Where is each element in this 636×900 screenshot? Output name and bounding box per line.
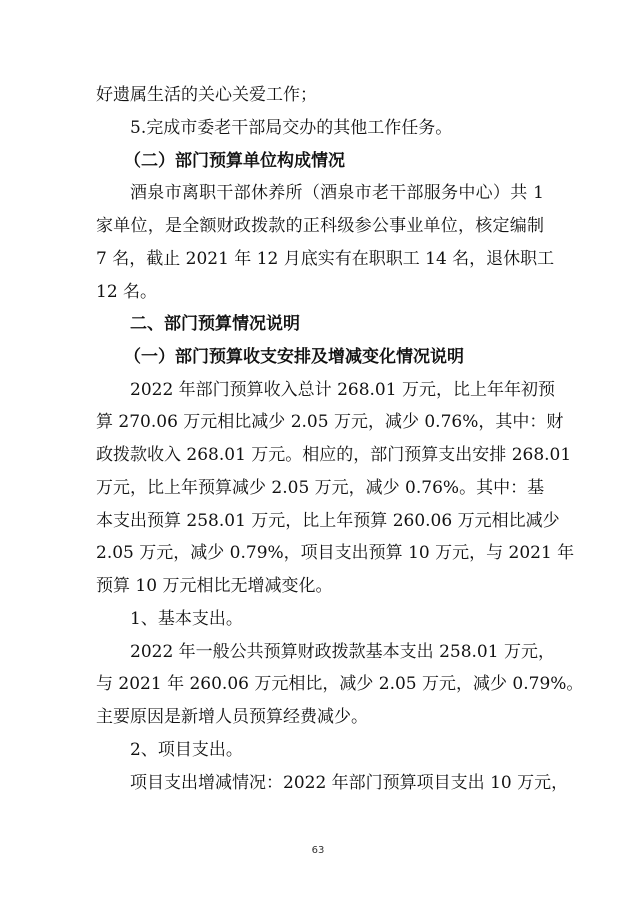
body-line: 2.05 万元，减少 0.79%，项目支出预算 10 万元，与 2021 年 xyxy=(96,543,575,563)
section-heading: （二）部门预算单位构成情况 xyxy=(124,151,345,171)
body-line: 酒泉市离职干部休养所（酒泉市老干部服务中心）共 1 xyxy=(130,183,544,203)
body-line: 家单位，是全额财政拨款的正科级参公事业单位，核定编制 xyxy=(96,216,544,236)
body-line: 本支出预算 258.01 万元，比上年预算 260.06 万元相比减少 xyxy=(96,511,560,531)
body-line: 主要原因是新增人员预算经费减少。 xyxy=(96,707,368,727)
body-line: 5.完成市委老干部局交办的其他工作任务。 xyxy=(130,118,453,138)
section-heading: （一）部门预算收支安排及增减变化情况说明 xyxy=(124,347,464,367)
body-line: 项目支出增减情况：2022 年部门预算项目支出 10 万元， xyxy=(130,773,569,793)
body-line: 2022 年一般公共预算财政拨款基本支出 258.01 万元， xyxy=(130,642,555,662)
body-line: 2022 年部门预算收入总计 268.01 万元，比上年年初预 xyxy=(130,380,555,400)
subsection-label: 1、基本支出。 xyxy=(130,609,243,629)
body-line: 政拨款收入 268.01 万元。相应的，部门预算支出安排 268.01 xyxy=(96,445,572,465)
chapter-heading: 二、部门预算情况说明 xyxy=(130,314,300,334)
body-line: 12 名。 xyxy=(96,282,158,302)
body-line: 万元，比上年预算减少 2.05 万元，减少 0.76%。其中：基 xyxy=(96,478,545,498)
body-line: 预算 10 万元相比无增减变化。 xyxy=(96,576,333,596)
body-line: 算 270.06 万元相比减少 2.05 万元，减少 0.76%，其中：财 xyxy=(96,412,564,432)
page-number: 63 xyxy=(311,845,325,856)
body-line: 与 2021 年 260.06 万元相比，减少 2.05 万元，减少 0.79%。 xyxy=(96,674,584,694)
body-line: 7 名，截止 2021 年 12 月底实有在职职工 14 名，退休职工 xyxy=(96,249,555,269)
subsection-label: 2、项目支出。 xyxy=(130,740,243,760)
body-line: 好遗属生活的关心关爱工作； xyxy=(96,85,317,105)
